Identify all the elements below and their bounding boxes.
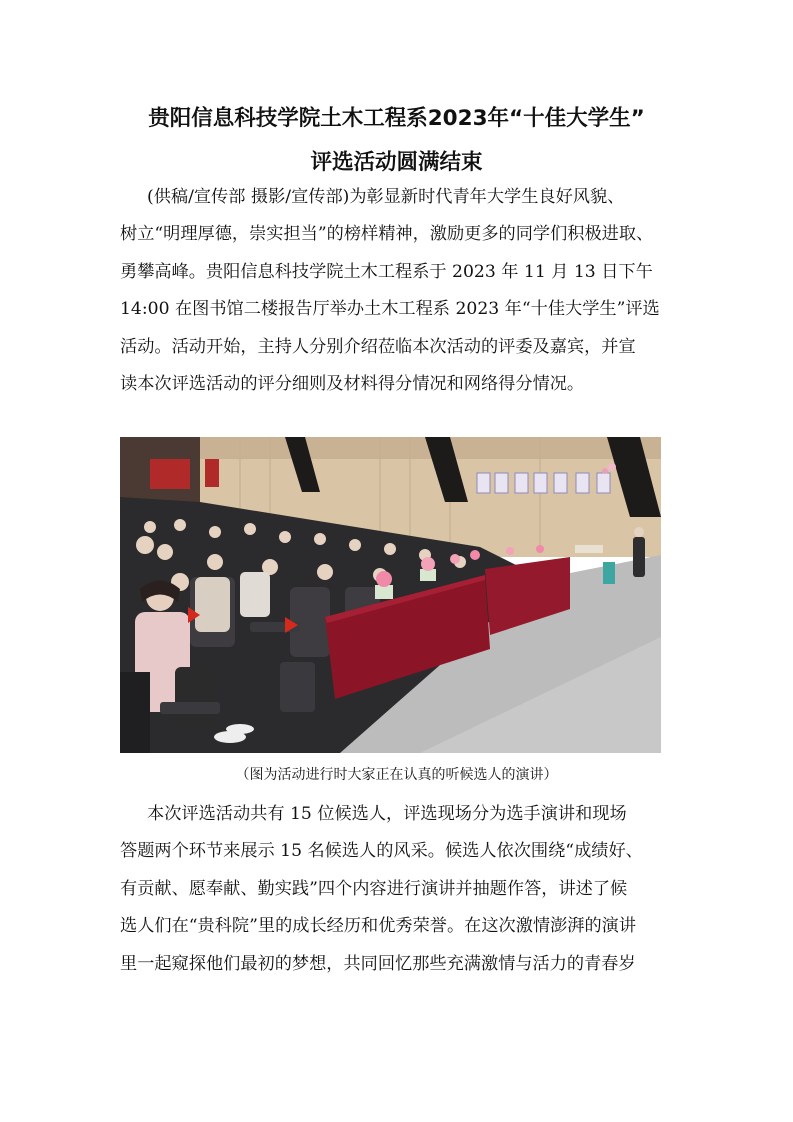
text-line: 树立“明理厚德，崇实担当”的榜样精神，激励更多的同学们积极进取、 <box>120 224 654 245</box>
article-title-line-2: 评选活动圆满结束 <box>310 150 483 175</box>
auditorium-scene <box>120 437 661 753</box>
text-line: 本次评选活动共有 15 位候选人，评选现场分为选手演讲和现场 <box>147 804 627 824</box>
text-line: 里一起窥探他们最初的梦想，共同回忆那些充满激情与活力的青春岁 <box>120 953 636 974</box>
text-line: 活动。活动开始，主持人分别介绍莅临本次活动的评委及嘉宾，并宣 <box>120 336 636 357</box>
text-line: 读本次评选活动的评分细则及材料得分情况和网络得分情况。 <box>120 374 585 395</box>
article-title-line-1: 贵阳信息科技学院土木工程系2023年“十佳大学生” <box>148 106 645 131</box>
event-photo <box>120 437 661 753</box>
text-line: 选人们在“贵科院”里的成长经历和优秀荣誉。在这次激情澎湃的演讲 <box>120 916 637 937</box>
text-line: 有贡献、愿奉献、勤实践”四个内容进行演讲并抽题作答，讲述了候 <box>120 878 628 899</box>
text-line: 14:00 在图书馆二楼报告厅举办土木工程系 2023 年“十佳大学生”评选 <box>120 299 660 320</box>
text-line: 勇攀高峰。贵阳信息科技学院土木工程系于 2023 年 11 月 13 日下午 <box>120 261 653 282</box>
text-line: (供稿/宣传部 摄影/宣传部)为彰显新时代青年大学生良好风貌、 <box>147 187 625 207</box>
text-line: 答题两个环节来展示 15 名候选人的风采。候选人依次围绕“成绩好、 <box>120 841 643 862</box>
paragraph-event <box>120 796 680 983</box>
paragraph-intro <box>120 179 680 403</box>
photo-caption: （图为活动进行时大家正在认真的听候选人的演讲） <box>235 767 558 783</box>
